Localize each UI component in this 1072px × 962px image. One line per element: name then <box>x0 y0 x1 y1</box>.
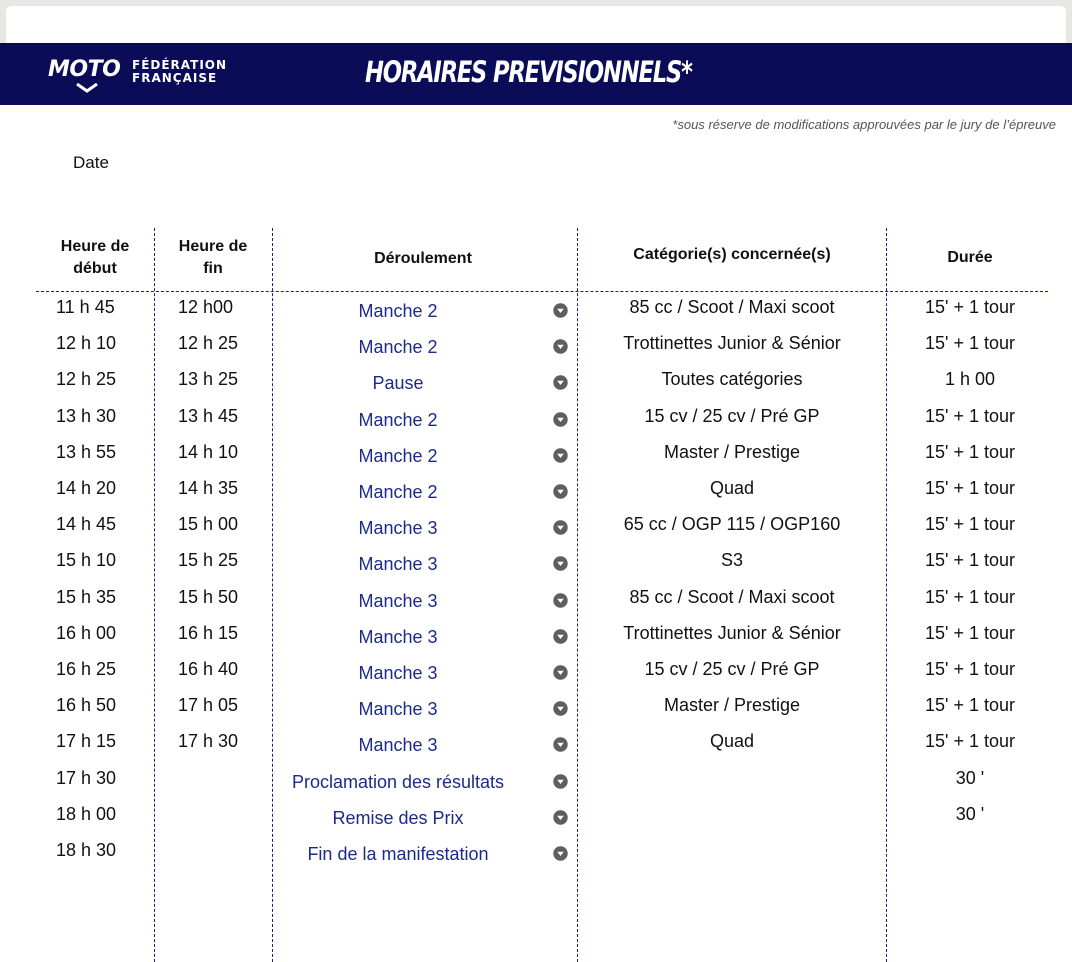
deroulement-select[interactable]: Manche 3 <box>358 626 438 647</box>
table-row <box>0 587 1072 623</box>
start-time-cell: 16 h 50 <box>56 695 117 716</box>
deroulement-select[interactable]: Manche 2 <box>358 301 438 321</box>
table-row <box>0 514 1072 550</box>
duree-cell: 15' + 1 tour <box>925 622 1015 643</box>
table-row <box>0 623 1072 659</box>
start-time-cell: 16 h 25 <box>56 659 117 679</box>
deroulement-select[interactable]: Manche 2 <box>358 482 438 502</box>
end-time-cell: 13 h 25 <box>178 369 239 390</box>
end-time-cell: 17 h 30 <box>178 731 239 752</box>
deroulement-select[interactable]: Pause <box>372 373 424 394</box>
start-time-cell: 17 h 30 <box>56 767 117 788</box>
dropdown-chevron-icon[interactable] <box>553 555 568 570</box>
dropdown-chevron-icon[interactable] <box>553 302 568 317</box>
start-time-cell: 12 h 25 <box>56 369 117 390</box>
dropdown-chevron-icon[interactable] <box>553 700 568 715</box>
deroulement-select[interactable]: Manche 3 <box>358 554 438 575</box>
categories-cell: 15 cv / 25 cv / Pré GP <box>644 659 820 679</box>
table-row <box>0 804 1072 840</box>
deroulement-select[interactable]: Manche 2 <box>358 409 438 430</box>
deroulement-select[interactable]: Manche 3 <box>358 699 438 720</box>
end-time-cell: 15 h 50 <box>178 586 239 607</box>
deroulement-select[interactable]: Manche 3 <box>358 735 438 756</box>
duree-cell: 15' + 1 tour <box>925 550 1015 571</box>
duree-cell: 15' + 1 tour <box>925 659 1015 679</box>
dropdown-chevron-icon[interactable] <box>553 592 568 607</box>
duree-cell: 15' + 1 tour <box>925 731 1015 752</box>
duree-cell: 15' + 1 tour <box>925 441 1015 462</box>
duree-cell: 15' + 1 tour <box>925 586 1015 607</box>
start-time-cell: 13 h 55 <box>56 441 117 462</box>
dropdown-chevron-icon[interactable] <box>553 845 568 860</box>
table-row <box>0 333 1072 369</box>
categories-cell: 85 cc / Scoot / Maxi scoot <box>629 586 835 607</box>
ffm-logo <box>48 53 248 93</box>
col-header-end: Heure de fin <box>178 238 248 277</box>
table-row <box>0 695 1072 731</box>
start-time-cell: 14 h 45 <box>56 514 117 535</box>
end-time-cell: 12 h 25 <box>178 333 239 354</box>
table-row <box>0 768 1072 804</box>
col-header-categories: Catégorie(s) concernée(s) <box>633 246 831 263</box>
table-row <box>0 550 1072 586</box>
start-time-cell: 15 h 35 <box>56 586 117 607</box>
table-row <box>0 406 1072 442</box>
end-time-cell: 17 h 05 <box>178 695 239 716</box>
col-header-duree: Durée <box>947 249 993 266</box>
categories-cell: S3 <box>720 550 744 571</box>
col-header-start: Heure de début <box>60 238 130 277</box>
dropdown-chevron-icon[interactable] <box>553 483 568 498</box>
categories-cell: 65 cc / OGP 115 / OGP160 <box>623 514 841 535</box>
logo-chevron-icon <box>76 83 98 93</box>
duree-cell: 15' + 1 tour <box>925 405 1015 426</box>
duree-cell: 30 ' <box>955 803 985 824</box>
deroulement-select[interactable]: Manche 2 <box>358 337 438 358</box>
start-time-cell: 16 h 00 <box>56 622 117 643</box>
table-row <box>0 442 1072 478</box>
col-header-deroulement: Déroulement <box>374 250 472 267</box>
date-label: Date <box>73 153 109 172</box>
categories-cell: Quad <box>709 731 755 752</box>
end-time-cell: 13 h 45 <box>178 405 239 426</box>
table-row <box>0 478 1072 514</box>
table-row <box>0 659 1072 695</box>
categories-cell: Master / Prestige <box>663 441 801 462</box>
logo-federation-text: FÉDÉRATION FRANÇAISE <box>132 58 228 85</box>
table-row <box>0 731 1072 767</box>
categories-cell: 15 cv / 25 cv / Pré GP <box>644 405 820 426</box>
duree-cell: 15' + 1 tour <box>925 478 1015 498</box>
end-time-cell: 15 h 25 <box>178 550 239 571</box>
start-time-cell: 11 h 45 <box>56 297 115 317</box>
deroulement-select[interactable]: Manche 3 <box>358 663 438 683</box>
duree-cell: 15' + 1 tour <box>925 514 1015 535</box>
table-row <box>0 369 1072 405</box>
table-row <box>0 297 1072 333</box>
deroulement-select[interactable]: Fin de la manifestation <box>307 844 489 864</box>
start-time-cell: 12 h 10 <box>56 333 117 354</box>
categories-cell: Quad <box>709 478 755 498</box>
start-time-cell: 18 h 00 <box>56 803 117 824</box>
categories-cell: Toutes catégories <box>661 369 803 390</box>
end-time-cell: 15 h 00 <box>178 514 239 535</box>
categories-cell: Trottinettes Junior & Sénior <box>623 622 841 643</box>
categories-cell: Trottinettes Junior & Sénior <box>623 333 841 354</box>
duree-cell: 1 h 00 <box>944 369 996 390</box>
deroulement-select[interactable]: Proclamation des résultats <box>291 771 505 792</box>
start-time-cell: 17 h 15 <box>56 731 117 752</box>
start-time-cell: 13 h 30 <box>56 405 117 426</box>
duree-cell: 30 ' <box>955 767 985 788</box>
logo-moto-word: MOTO <box>48 57 121 82</box>
dropdown-chevron-icon[interactable] <box>553 664 568 679</box>
dropdown-chevron-icon[interactable] <box>553 447 568 462</box>
duree-cell: 15' + 1 tour <box>925 695 1015 716</box>
dropdown-chevron-icon[interactable] <box>553 809 568 824</box>
end-time-cell: 12 h00 <box>178 297 234 317</box>
start-time-cell: 15 h 10 <box>56 550 117 571</box>
window-top-bar <box>0 0 1072 44</box>
dropdown-chevron-icon[interactable] <box>553 374 568 389</box>
header-banner <box>0 43 1072 105</box>
dropdown-chevron-icon[interactable] <box>553 773 568 788</box>
table-row <box>0 840 1072 876</box>
end-time-cell: 14 h 35 <box>178 478 239 498</box>
disclaimer-note: *sous réserve de modifications approuvées par le jury de l’épreuve <box>672 117 1056 132</box>
start-time-cell: 18 h 30 <box>56 840 117 860</box>
dropdown-chevron-icon[interactable] <box>553 519 568 534</box>
categories-cell: Master / Prestige <box>663 695 801 716</box>
dropdown-chevron-icon[interactable] <box>553 736 568 751</box>
dropdown-chevron-icon[interactable] <box>553 338 568 353</box>
duree-cell: 15' + 1 tour <box>925 333 1015 354</box>
dropdown-chevron-icon[interactable] <box>553 411 568 426</box>
deroulement-select[interactable]: Manche 3 <box>358 518 438 539</box>
categories-cell: 85 cc / Scoot / Maxi scoot <box>629 297 835 317</box>
deroulement-select[interactable]: Remise des Prix <box>332 807 464 828</box>
end-time-cell: 14 h 10 <box>178 441 239 462</box>
header-divider <box>36 291 1048 292</box>
page-title: HORAIRES PREVISIONNELS* <box>365 55 692 89</box>
start-time-cell: 14 h 20 <box>56 478 117 498</box>
end-time-cell: 16 h 15 <box>178 622 239 643</box>
duree-cell: 15' + 1 tour <box>925 297 1015 317</box>
deroulement-select[interactable]: Manche 3 <box>358 590 438 611</box>
deroulement-select[interactable]: Manche 2 <box>358 445 438 466</box>
end-time-cell: 16 h 40 <box>178 659 239 679</box>
dropdown-chevron-icon[interactable] <box>553 628 568 643</box>
